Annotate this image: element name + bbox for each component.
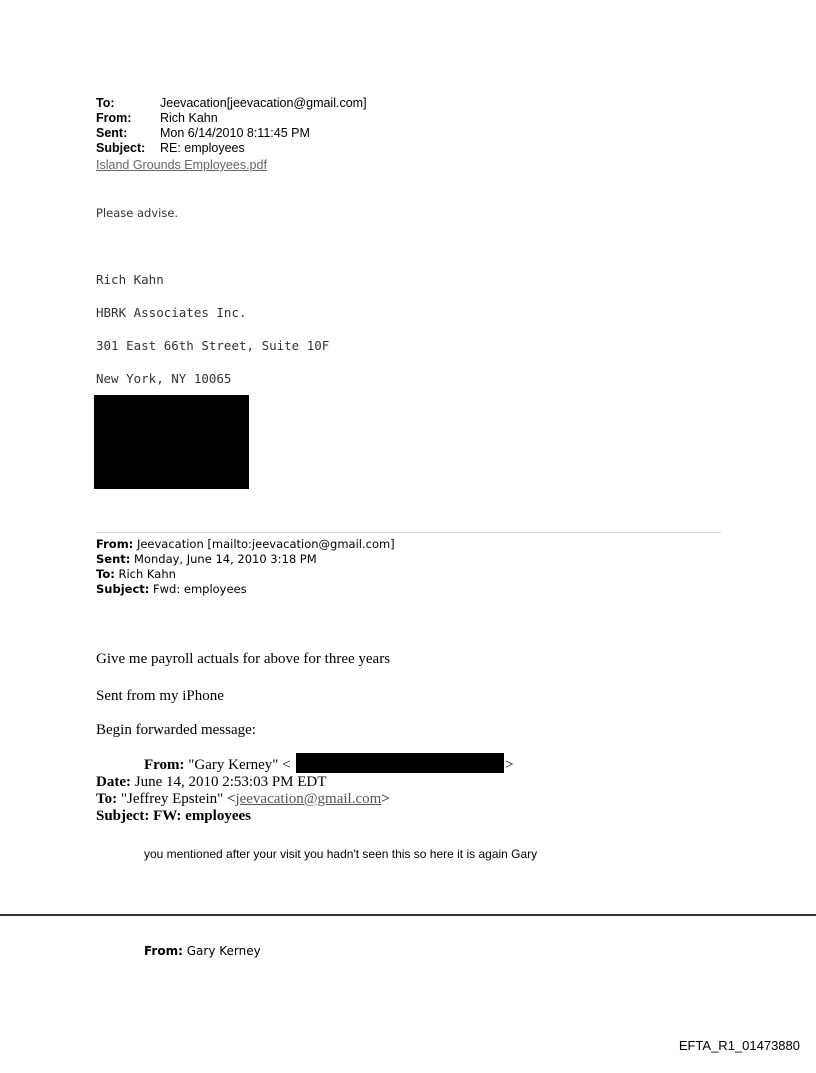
fwd-sent-label: Sent: [96,552,131,566]
divider-line [96,532,721,533]
header-subject [96,141,245,156]
fwd-to [96,567,176,581]
gary-from-value: Gary Kerney [186,944,261,958]
orig-to-email-link[interactable]: jeevacation@gmail.com [235,791,382,807]
orig-to-label: To: [96,791,118,807]
redaction-email [296,753,504,773]
orig-date [96,774,326,790]
orig-from [144,757,291,773]
orig-subject [96,808,251,824]
fwd-subject-value: Fwd: employees [153,582,247,596]
orig-date-label: Date: [96,774,131,790]
orig-date-value: June 14, 2010 2:53:03 PM EDT [134,774,327,790]
fwd-sent-value: Monday, June 14, 2010 3:18 PM [134,552,317,566]
orig-to-suffix: > [381,791,390,807]
to-label: To: [96,96,115,110]
to-value: Jeevacation[jeevacation@gmail.com] [160,96,367,110]
orig-to-prefix: "Jeffrey Epstein" < [120,791,236,807]
signature-company: HBRK Associates Inc. [96,305,247,320]
orig-from-label: From: [144,757,185,773]
document-id: EFTA_R1_01473880 [678,1038,800,1053]
gary-from-label: From: [144,944,183,958]
fwd-to-value: Rich Kahn [118,567,176,581]
orig-subject-value: FW: employees [153,808,251,824]
fwd-to-label: To: [96,567,115,581]
fwd-from-value: Jeevacation [mailto:jeevacation@gmail.com] [136,537,395,551]
gary-note: you mentioned after your visit you hadn't seen this so here it is again Gary [144,847,538,861]
signature-address2: New York, NY 10065 [96,371,232,386]
signature-address1: 301 East 66th Street, Suite 10F [96,338,330,353]
message-line1: Give me payroll actuals for above for three years [96,651,391,667]
header-sent [96,126,310,141]
header-to [96,96,367,111]
gary-from [144,944,261,958]
fwd-sent [96,552,317,566]
sent-value: Mon 6/14/2010 8:11:45 PM [160,126,310,140]
fwd-subject [96,582,247,596]
section-divider [0,914,816,916]
orig-subject-label: Subject: [96,808,150,824]
signature-name: Rich Kahn [96,272,164,287]
from-value: Rich Kahn [160,111,218,125]
sent-label: Sent: [96,126,128,140]
orig-from-suffix: > [505,757,514,773]
redaction-block [94,395,249,489]
orig-to [96,791,390,807]
orig-from-prefix: "Gary Kerney" < [188,757,291,773]
message-line3: Begin forwarded message: [96,722,256,738]
fwd-subject-label: Subject: [96,582,150,596]
header-from [96,111,218,126]
fwd-from-label: From: [96,537,134,551]
attachment-link[interactable]: Island Grounds Employees.pdf [96,158,267,172]
message-line2: Sent from my iPhone [96,688,224,704]
subject-label: Subject: [96,141,146,155]
subject-value: RE: employees [160,141,245,155]
fwd-from [96,537,395,551]
reply-body: Please advise. [96,206,179,220]
from-label: From: [96,111,132,125]
